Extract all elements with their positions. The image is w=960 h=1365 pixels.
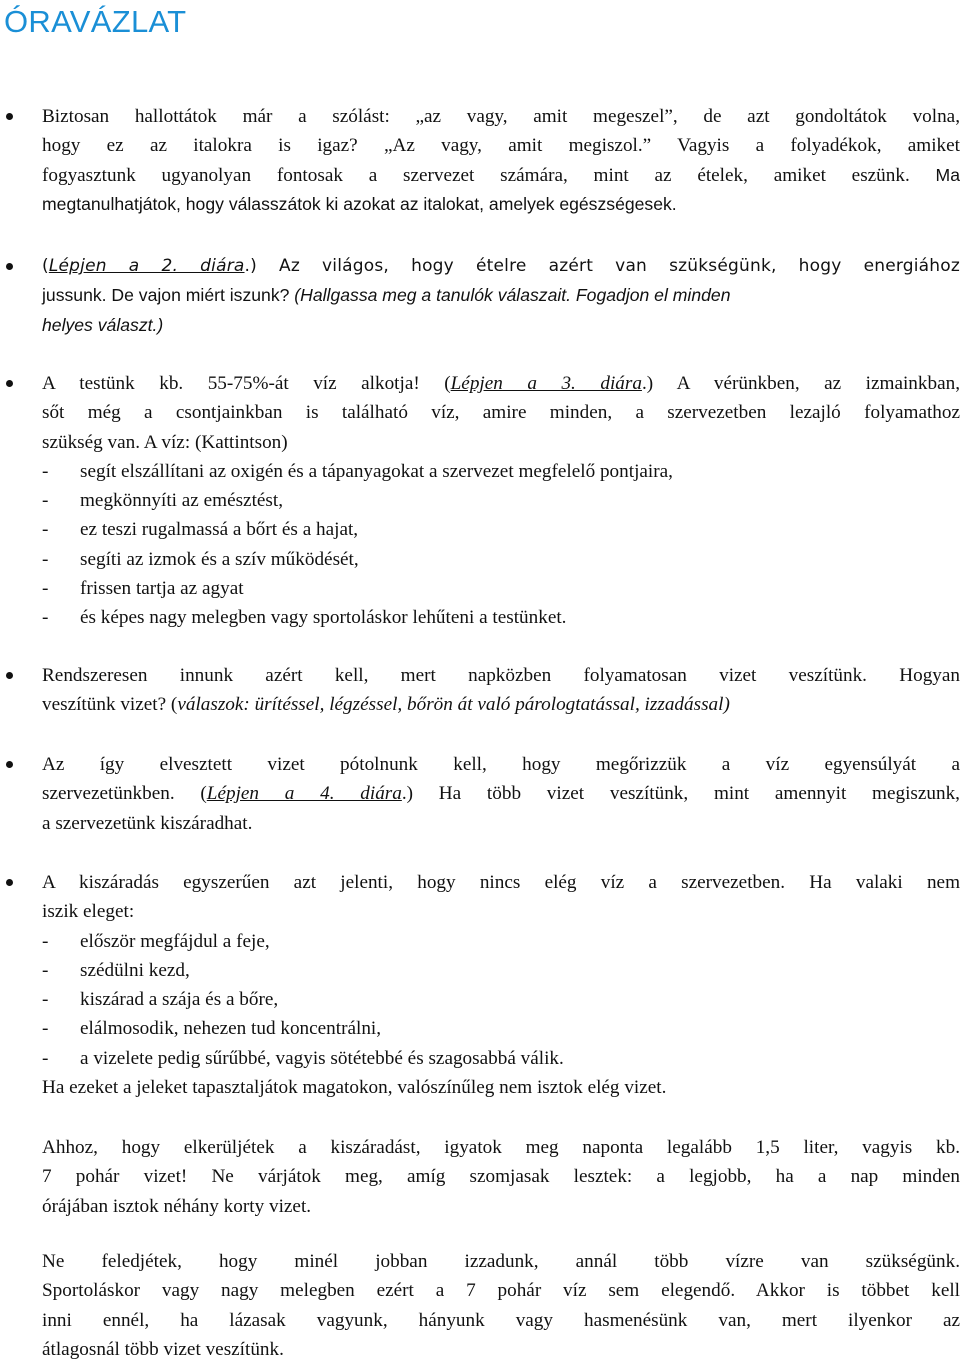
text-line: Biztosan hallottátok már a szólást: „az vagy, amit megeszel”, de azt gondoltátok volna, [42, 106, 960, 127]
bullet-icon [6, 879, 13, 886]
text-line: Ha ezeket a jeleket tapasztaljátok magatokon, valószínűleg nem isztok elég vizet. [42, 1077, 667, 1099]
text-line: Rendszeresen innunk azért kell, mert napközben folyamatosan vizet veszítünk. Hogyan [42, 665, 960, 686]
text-segment: A testünk kb. 55-75%-át víz alkotja! ( [42, 373, 451, 394]
list-text: frissen tartja az agyat [80, 578, 244, 600]
text-line [42, 281, 960, 310]
text-line: Ne feledjétek, hogy minél jobban izzadunk, annál több vízre van szükségünk. [42, 1251, 960, 1272]
text-line [42, 690, 960, 719]
dash-list-item: - ez teszi rugalmassá a bőrt és a hajat, [42, 519, 359, 541]
dash-list-item: - megkönnyíti az emésztést, [42, 490, 284, 512]
dash-list-item: - frissen tartja az agyat [42, 578, 244, 600]
slide-link[interactable]: Lépjen a 2. diára [48, 256, 245, 276]
text-segment: ( [42, 256, 49, 276]
text-segment: .) A vérünkben, az izmainkban, [641, 373, 960, 394]
instruction-text: helyes választ.) [42, 314, 164, 335]
list-text: és képes nagy melegben vagy sportoláskor lehűteni a testünket. [80, 607, 567, 629]
text-line: hogy ez az italokra is igaz? „Az vagy, amit megiszol.” Vagyis a folyadékok, amiket [42, 135, 960, 157]
dash-list-item: - először megfájdul a feje, [42, 930, 270, 952]
dash-list-item: - szédülni kezd, [42, 959, 190, 981]
bullet-icon [6, 761, 13, 768]
text-line: Sportoláskor vagy nagy melegben ezért a 7 pohár víz sem elegendő. Akkor is többet kell [42, 1280, 960, 1302]
list-text: először megfájdul a feje, [80, 930, 270, 952]
bullet-icon [6, 113, 13, 120]
text-line: A kiszáradás egyszerűen azt jelenti, hogy nincs elég víz a szervezetben. Ha valaki nem [42, 872, 960, 893]
slide-link[interactable]: Lépjen a 4. diára [206, 783, 402, 805]
text-line: átlagosnál több vizet veszítünk. [42, 1338, 284, 1360]
bullet-item-body-water [42, 369, 960, 633]
list-text: segíti az izmok és a szív működését, [80, 548, 359, 570]
text-line: iszik eleget: [42, 901, 135, 923]
dash-list-item: - segíti az izmok és a szív működését, [42, 548, 359, 570]
text-line: órájában isztok néhány korty vizet. [42, 1195, 312, 1217]
instruction-text: (Hallgassa meg a tanulók válaszait. Fogadjon el minden [294, 285, 731, 306]
slide-link[interactable]: Lépjen a 3. diára [450, 373, 642, 394]
text-line [42, 779, 960, 808]
text-line: Az így elvesztett vizet pótolnunk kell, hogy megőrizzük a víz egyensúlyát a [42, 754, 960, 775]
bullet-icon [6, 672, 13, 679]
list-text: a vizelete pedig sűrűbbé, vagyis sötétebbé és szagosabbá válik. [80, 1047, 564, 1069]
page-title: ÓRAVÁZLAT [4, 4, 187, 39]
dash-list-item: - és képes nagy melegben vagy sportoláskor lehűteni a testünket. [42, 607, 567, 629]
list-text: kiszárad a szája és a bőre, [80, 989, 279, 1011]
bullet-item-why-drink [42, 252, 960, 340]
text-line [42, 311, 960, 340]
list-text: megkönnyíti az emésztést, [80, 490, 284, 512]
dash-list-item: - segít elszállítani az oxigén és a tápanyagokat a szervezet megfelelő pontjaira, [42, 460, 673, 482]
paragraph-avoid-dehydration [42, 1133, 960, 1221]
text-line: szükség van. A víz: (Kattintson) [42, 431, 288, 453]
text-line: 7 pohár vizet! Ne várjátok meg, amíg szomjasak lesztek: a legjobb, ha a nap minden [42, 1166, 960, 1188]
text-segment: .) Az világos, hogy ételre azért van szükségünk, hogy energiához [244, 256, 960, 276]
dash-list-item: - a vizelete pedig sűrűbbé, vagyis sötétebbé és szagosabbá válik. [42, 1047, 564, 1069]
text-line: Ahhoz, hogy elkerüljétek a kiszáradást, igyatok meg naponta legalább 1,5 liter, vagyis kb. [42, 1137, 960, 1158]
bullet-item-intro [42, 102, 960, 219]
dash-list-item: - kiszárad a szája és a bőre, [42, 989, 279, 1011]
bullet-item-dehydration [42, 868, 960, 1102]
list-text: elálmosodik, nehezen tud koncentrálni, [80, 1018, 382, 1040]
text-segment: Ma [935, 164, 960, 185]
answer-text: válaszok: ürítéssel, légzéssel, bőrön át való párologtatással, izzadással) [177, 694, 730, 716]
list-text: szédülni kezd, [80, 959, 190, 981]
text-segment: fogyasztunk ugyanolyan fontosak a szervezet számára, mint az ételek, amiket eszünk. [42, 164, 936, 186]
text-line: inni ennél, ha lázasak vagyunk, hányunk vagy hasmenésünk van, mert ilyenkor az [42, 1309, 960, 1331]
bullet-icon [6, 380, 13, 387]
text-line [42, 369, 960, 398]
dash-list-item: - elálmosodik, nehezen tud koncentrálni, [42, 1018, 382, 1040]
text-line [42, 252, 960, 281]
text-line: sőt még a csontjainkban is található víz, amire minden, a szervezetben lezajló folyamathoz [42, 402, 960, 424]
text-segment: jussunk. De vajon miért iszunk? [42, 285, 295, 306]
text-segment: veszítünk vizet? ( [42, 694, 178, 716]
text-line: a szervezetünk kiszáradhat. [42, 812, 253, 834]
list-text: segít elszállítani az oxigén és a tápanyagokat a szervezet megfelelő pontjaira, [80, 460, 673, 482]
list-text: ez teszi rugalmassá a bőrt és a hajat, [80, 519, 359, 541]
bullet-item-replace-water [42, 750, 960, 838]
bullet-item-losing-water [42, 661, 960, 720]
paragraph-sweating [42, 1247, 960, 1364]
text-line [42, 161, 960, 190]
bullet-icon [6, 263, 13, 270]
text-line: megtanulhatjátok, hogy válasszátok ki azokat az italokat, amelyek egészségesek. [42, 193, 677, 214]
text-segment: .) Ha több vizet veszítünk, mint amennyit megiszunk, [401, 783, 960, 805]
text-segment: szervezetünkben. ( [42, 783, 207, 805]
